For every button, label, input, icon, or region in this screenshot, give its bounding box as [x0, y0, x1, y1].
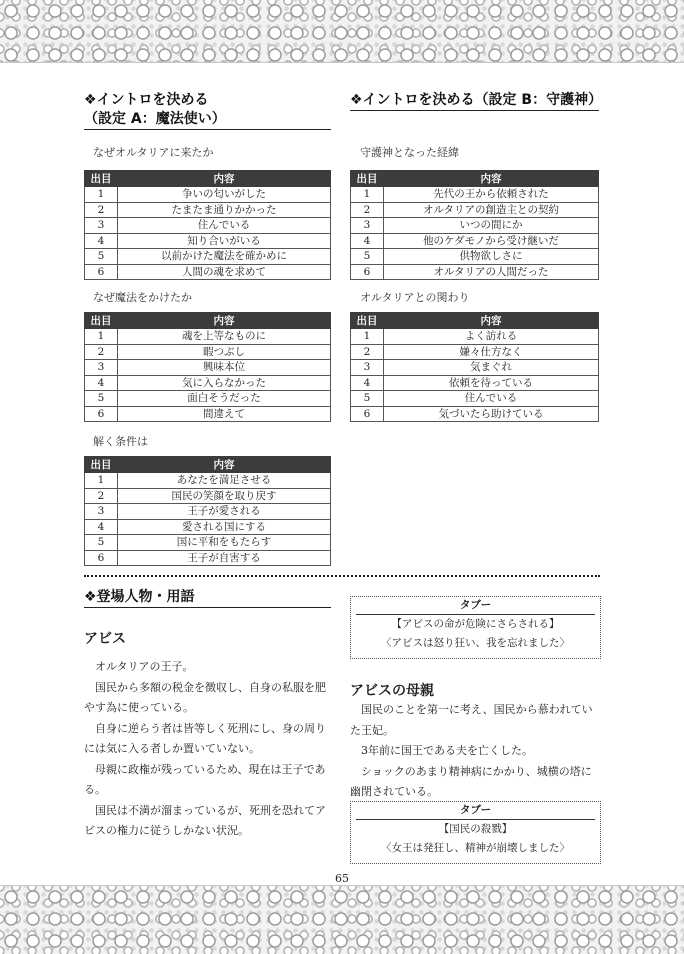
- roll-result: よく訪れる: [384, 329, 599, 345]
- roll-result: 以前かけた魔法を確かめに: [118, 249, 331, 265]
- taboo-title: タブー: [356, 597, 595, 615]
- table-row: [85, 550, 331, 566]
- table-row: [351, 249, 599, 265]
- roll-number: 4: [351, 233, 384, 249]
- mother-name: アビスの母親: [350, 683, 434, 699]
- roll-result: オルタリアの創造主との契約: [384, 202, 599, 218]
- table-row: [351, 202, 599, 218]
- roll-result: 依頼を待っている: [384, 375, 599, 391]
- roll-table-why-came: [84, 170, 331, 280]
- roll-number: 2: [85, 488, 118, 504]
- header-num: 出目: [85, 457, 118, 473]
- table-row: [85, 488, 331, 504]
- header-content: 内容: [118, 457, 331, 473]
- roll-number: 1: [85, 329, 118, 345]
- roll-number: 5: [85, 249, 118, 265]
- table-caption-condition: 解く条件は: [93, 435, 148, 448]
- roll-number: 2: [85, 344, 118, 360]
- header-num: 出目: [85, 171, 118, 187]
- roll-result: 暇つぶし: [118, 344, 331, 360]
- roll-result: 魂を上等なものに: [118, 329, 331, 345]
- taboo-box-mother: [350, 801, 601, 864]
- intro-a-title-line1: ❖イントロを決める: [84, 92, 209, 108]
- roll-number: 6: [85, 264, 118, 280]
- roll-number: 1: [85, 187, 118, 203]
- roll-table-condition: [84, 456, 331, 566]
- roll-result: 興味本位: [118, 360, 331, 376]
- roll-result: 気に入らなかった: [118, 375, 331, 391]
- abyss-paragraph: 自身に逆らう者は皆等しく死刑にし、身の周りには気に入る者しか置いていない。: [84, 721, 326, 755]
- table-row: [85, 329, 331, 345]
- header-content: 内容: [384, 171, 599, 187]
- mother-paragraph: ショックのあまり精神病にかかり、城横の塔に幽閉されている。: [350, 764, 592, 798]
- table-row: [85, 249, 331, 265]
- taboo-result: 〈アビスは怒り狂い、我を忘れました〉: [381, 637, 570, 649]
- header-num: 出目: [85, 313, 118, 329]
- roll-result: 気づいたら助けている: [384, 406, 599, 422]
- taboo-condition: 【国民の殺戮】: [438, 823, 513, 835]
- abyss-paragraph: 母親に政権が残っているため、現在は王子である。: [84, 762, 326, 796]
- rose-border-bottom: [0, 885, 684, 954]
- roll-result: 住んでいる: [118, 218, 331, 234]
- section-divider: [84, 575, 600, 577]
- roll-result: 争いの匂いがした: [118, 187, 331, 203]
- table-caption-why-magic: なぜ魔法をかけたか: [93, 291, 192, 304]
- table-row: [85, 344, 331, 360]
- roll-number: 5: [351, 249, 384, 265]
- roll-result: たまたま通りかかった: [118, 202, 331, 218]
- table-caption-relation: オルタリアとの関わり: [360, 291, 470, 304]
- table-row: [85, 218, 331, 234]
- roll-table-relation: [350, 312, 599, 422]
- table-row: [351, 391, 599, 407]
- roll-number: 5: [85, 535, 118, 551]
- table-row: [85, 535, 331, 551]
- roll-result: いつの間にか: [384, 218, 599, 234]
- characters-title: ❖登場人物・用語: [84, 588, 331, 608]
- roll-result: 知り合いがいる: [118, 233, 331, 249]
- roll-table-why-magic: [84, 312, 331, 422]
- roll-result: 王子が自害する: [118, 550, 331, 566]
- taboo-box-abyss: [350, 596, 601, 659]
- table-row: [351, 344, 599, 360]
- roll-number: 3: [351, 360, 384, 376]
- roll-number: 3: [85, 504, 118, 520]
- taboo-title: タブー: [356, 802, 595, 820]
- table-row: [351, 218, 599, 234]
- roll-number: 6: [85, 406, 118, 422]
- table-row: [351, 406, 599, 422]
- table-row: [85, 519, 331, 535]
- roll-number: 6: [85, 550, 118, 566]
- intro-b-title: ❖イントロを決める（設定 B：守護神）: [350, 91, 599, 111]
- table-header-row: [85, 457, 331, 473]
- roll-result: 愛される国にする: [118, 519, 331, 535]
- roll-number: 4: [85, 375, 118, 391]
- roll-number: 2: [85, 202, 118, 218]
- rose-border-top: [0, 0, 684, 63]
- roll-result: 人間の魂を求めて: [118, 264, 331, 280]
- table-row: [351, 360, 599, 376]
- table-row: [351, 187, 599, 203]
- roll-number: 5: [85, 391, 118, 407]
- page-number: 65: [335, 872, 349, 885]
- table-row: [85, 391, 331, 407]
- table-row: [85, 187, 331, 203]
- roll-number: 6: [351, 406, 384, 422]
- roll-number: 1: [351, 329, 384, 345]
- table-row: [85, 406, 331, 422]
- roll-number: 3: [85, 360, 118, 376]
- table-header-row: [351, 313, 599, 329]
- roll-result: 面白そうだった: [118, 391, 331, 407]
- table-row: [351, 375, 599, 391]
- roll-result: オルタリアの人間だった: [384, 264, 599, 280]
- header-num: 出目: [351, 313, 384, 329]
- taboo-condition: 【アビスの命が危険にさらされる】: [391, 618, 560, 630]
- table-row: [85, 504, 331, 520]
- header-content: 内容: [118, 171, 331, 187]
- roll-result: 気まぐれ: [384, 360, 599, 376]
- header-content: 内容: [384, 313, 599, 329]
- abyss-paragraph: オルタリアの王子。: [95, 660, 194, 673]
- header-num: 出目: [351, 171, 384, 187]
- intro-a-title-line2: （設定 A：魔法使い）: [84, 110, 331, 130]
- roll-number: 1: [85, 473, 118, 489]
- table-row: [85, 202, 331, 218]
- mother-paragraph: 3年前に国王である夫を亡くした。: [361, 744, 533, 757]
- table-header-row: [85, 171, 331, 187]
- table-header-row: [351, 171, 599, 187]
- roll-result: 他のケダモノから受け継いだ: [384, 233, 599, 249]
- table-row: [351, 329, 599, 345]
- roll-result: 王子が愛される: [118, 504, 331, 520]
- roll-number: 4: [85, 233, 118, 249]
- header-content: 内容: [118, 313, 331, 329]
- roll-number: 4: [85, 519, 118, 535]
- roll-number: 1: [351, 187, 384, 203]
- roll-result: 国民の笑顔を取り戻す: [118, 488, 331, 504]
- table-row: [351, 233, 599, 249]
- table-caption-guardian-origin: 守護神となった経緯: [360, 146, 459, 159]
- table-row: [85, 473, 331, 489]
- table-row: [85, 360, 331, 376]
- roll-result: 間違えて: [118, 406, 331, 422]
- roll-result: 国に平和をもたらす: [118, 535, 331, 551]
- roll-number: 4: [351, 375, 384, 391]
- roll-number: 3: [351, 218, 384, 234]
- table-header-row: [85, 313, 331, 329]
- abyss-paragraph: 国民から多額の税金を徴収し、自身の私服を肥やす為に使っている。: [84, 680, 326, 714]
- roll-number: 3: [85, 218, 118, 234]
- roll-result: 住んでいる: [384, 391, 599, 407]
- abyss-name: アビス: [84, 631, 126, 647]
- mother-description: [350, 700, 599, 803]
- table-caption-why-came: なぜオルタリアに来たか: [93, 146, 214, 159]
- taboo-result: 〈女王は発狂し、精神が崩壊しました〉: [381, 842, 570, 854]
- roll-result: 供物欲しさに: [384, 249, 599, 265]
- roll-result: 先代の王から依頼された: [384, 187, 599, 203]
- abyss-description: [84, 657, 331, 842]
- roll-result: あなたを満足させる: [118, 473, 331, 489]
- table-row: [85, 233, 331, 249]
- roll-number: 6: [351, 264, 384, 280]
- roll-number: 5: [351, 391, 384, 407]
- abyss-paragraph: 国民は不満が溜まっているが、死刑を恐れてアビスの権力に従うしかない状況。: [84, 803, 326, 837]
- table-row: [351, 264, 599, 280]
- roll-result: 嫌々仕方なく: [384, 344, 599, 360]
- table-row: [85, 375, 331, 391]
- roll-table-guardian-origin: [350, 170, 599, 280]
- roll-number: 2: [351, 344, 384, 360]
- mother-paragraph: 国民のことを第一に考え、国民から慕われていた王妃。: [350, 703, 593, 737]
- table-row: [85, 264, 331, 280]
- roll-number: 2: [351, 202, 384, 218]
